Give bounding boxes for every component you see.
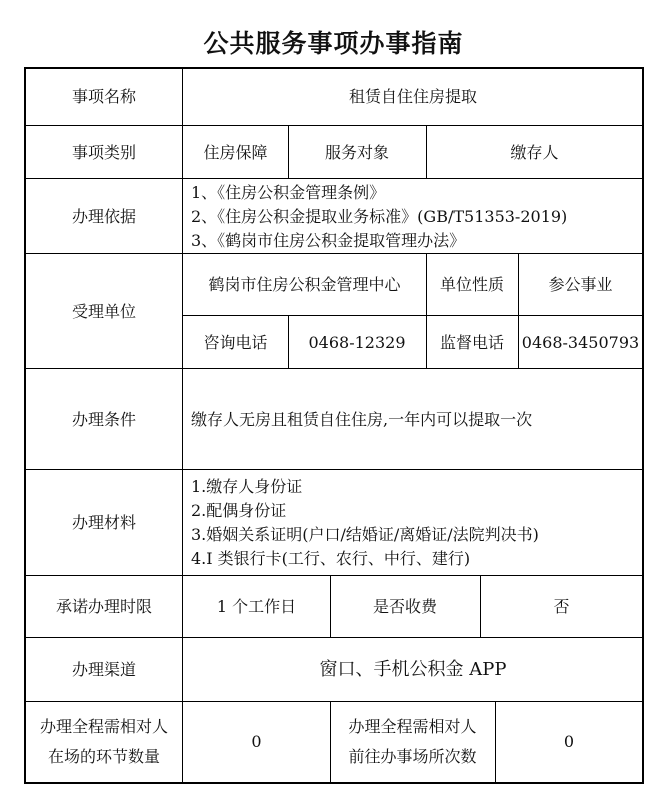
onsite-count-label-line: 在场的环节数量 — [47, 747, 160, 766]
row-divider — [24, 469, 644, 470]
border-left — [24, 67, 26, 783]
unit-name: 鹤岗市住房公积金管理中心 — [208, 275, 401, 294]
row-divider — [24, 575, 644, 576]
material-item: 2.配偶身份证 — [191, 501, 287, 520]
page-title: 公共服务事项办事指南 — [203, 29, 464, 58]
time-limit-value: 1 个工作日 — [216, 597, 297, 616]
col-divider — [480, 575, 481, 638]
onsite-count-label — [25, 702, 183, 782]
row-divider — [183, 315, 644, 316]
col-divider — [288, 125, 289, 179]
supervise-phone-value: 0468-3450793 — [521, 332, 640, 352]
service-target-value: 缴存人 — [510, 142, 559, 162]
conditions-value: 缴存人无房且租赁自住住房,一年内可以提取一次 — [191, 409, 533, 429]
basis-list — [183, 179, 643, 254]
time-limit-label: 承诺办理时限 — [55, 597, 152, 616]
onsite-count-value: 0 — [251, 732, 262, 751]
col-divider — [288, 315, 289, 369]
border-top — [24, 67, 644, 69]
category-value: 住房保障 — [203, 142, 268, 162]
material-item: 1.缴存人身份证 — [191, 477, 303, 496]
unit-nature-label: 单位性质 — [439, 275, 504, 294]
materials-label: 办理材料 — [71, 513, 136, 532]
basis-label: 办理依据 — [71, 206, 136, 226]
col-divider — [495, 701, 496, 783]
visit-count-label-line: 前往办事场所次数 — [348, 747, 477, 766]
visit-count-value: 0 — [563, 732, 575, 751]
row-divider — [24, 701, 644, 702]
row-divider — [24, 125, 644, 126]
border-bottom — [24, 782, 644, 784]
fee-label: 是否收费 — [372, 597, 437, 616]
channel-label: 办理渠道 — [71, 660, 136, 679]
col-divider — [330, 575, 331, 638]
channel-value: 窗口、手机公积金 APP — [319, 658, 507, 680]
material-item: 3.婚姻关系证明(户口/结婚证/离婚证/法院判决书) — [191, 525, 539, 544]
row-divider — [24, 253, 644, 254]
row-divider — [24, 178, 644, 179]
unit-label: 受理单位 — [71, 301, 136, 321]
basis-item: 1、《住房公积金管理条例》 — [191, 182, 386, 202]
fee-value: 否 — [553, 597, 570, 616]
visit-count-label — [330, 702, 495, 782]
basis-item: 3、《鹤岗市住房公积金提取管理办法》 — [191, 230, 466, 250]
col-divider — [330, 701, 331, 783]
conditions-label: 办理条件 — [71, 409, 136, 429]
unit-nature-value: 参公事业 — [548, 275, 613, 294]
basis-item: 2、《住房公积金提取业务标准》(GB/T51353-2019) — [191, 206, 568, 226]
onsite-count-label-line: 办理全程需相对人 — [39, 717, 168, 736]
border-right — [642, 67, 644, 783]
row-divider — [24, 637, 644, 638]
name-label: 事项名称 — [71, 87, 136, 106]
col-divider — [518, 253, 519, 369]
visit-count-label-line: 办理全程需相对人 — [348, 717, 477, 736]
material-item: 4.I 类银行卡(工行、农行、中行、建行) — [191, 549, 471, 568]
materials-list — [183, 470, 643, 576]
col-divider — [426, 125, 427, 179]
name-value: 租赁自住住房提取 — [348, 87, 477, 106]
supervise-phone-label: 监督电话 — [439, 332, 504, 352]
service-target-label: 服务对象 — [324, 142, 389, 162]
consult-phone-label: 咨询电话 — [203, 332, 268, 352]
consult-phone-value: 0468-12329 — [308, 332, 406, 352]
category-label: 事项类别 — [71, 142, 136, 162]
col-divider — [426, 253, 427, 369]
row-divider — [24, 368, 644, 369]
col-divider — [182, 67, 183, 783]
